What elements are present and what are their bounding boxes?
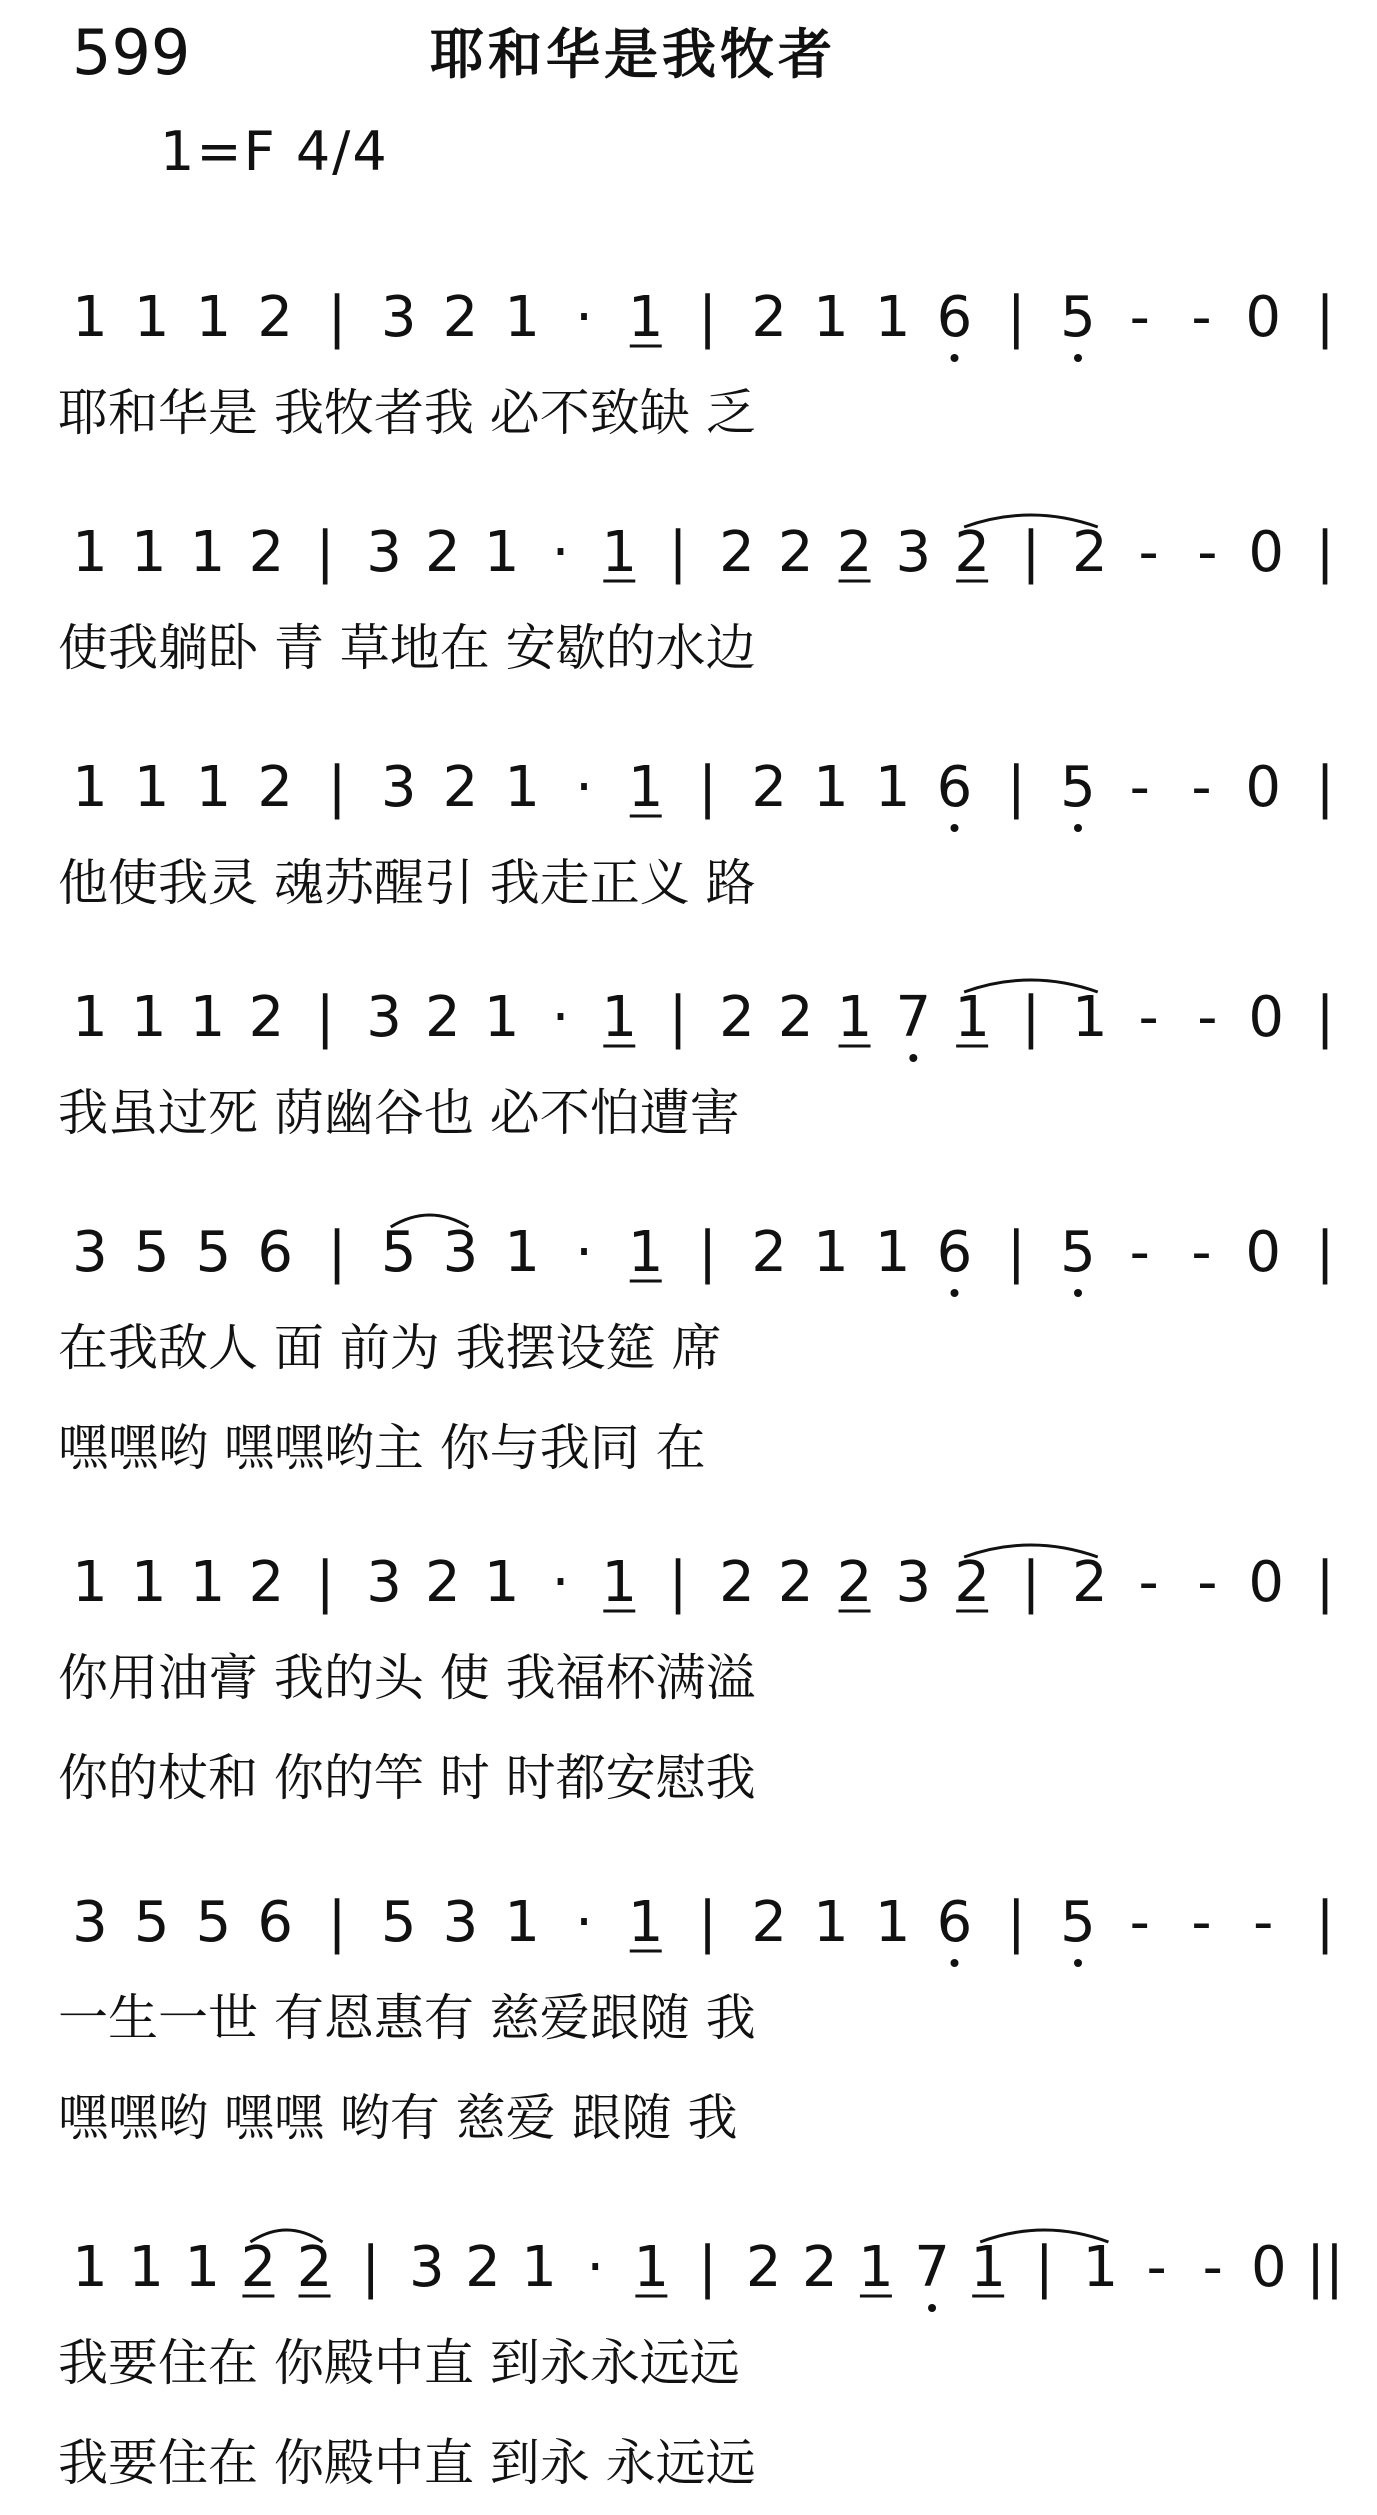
dash-mark: - bbox=[1191, 285, 1212, 350]
notation-line bbox=[0, 970, 1377, 1080]
barline: | bbox=[668, 520, 688, 585]
notation-line bbox=[0, 270, 1377, 380]
note: 1 bbox=[874, 755, 911, 820]
note: 2 bbox=[777, 1550, 814, 1615]
note: 1 bbox=[72, 985, 108, 1050]
barline: | bbox=[1006, 755, 1026, 820]
low-octave-dot bbox=[928, 2304, 936, 2312]
notation-svg bbox=[0, 1875, 1377, 1985]
note: 2 bbox=[248, 985, 285, 1050]
note: 0 bbox=[1248, 520, 1285, 585]
barline: | bbox=[315, 1550, 335, 1615]
lyric-line: 我虽过死 荫幽谷也 必不怕遭害 bbox=[58, 1084, 740, 1142]
note: 1 bbox=[633, 2235, 670, 2300]
low-octave-dot bbox=[951, 354, 959, 362]
note: 1 bbox=[970, 2235, 1007, 2300]
note: 1 bbox=[195, 755, 232, 820]
note: 2 bbox=[777, 985, 814, 1050]
dash-mark: - bbox=[1191, 1220, 1212, 1285]
lyric-line: 使我躺卧 青 草地在 安歇的水边 bbox=[58, 619, 756, 677]
note: 2 bbox=[465, 2235, 501, 2300]
lyric-line: 你用油膏 我的头 使 我福杯满溢 bbox=[58, 1649, 756, 1707]
note: 2 bbox=[836, 520, 873, 585]
dot-mark: · bbox=[575, 1890, 593, 1955]
low-octave-dot bbox=[1074, 1289, 1082, 1297]
notation-svg bbox=[0, 970, 1377, 1080]
note: 1 bbox=[189, 520, 226, 585]
note: 1 bbox=[504, 1890, 541, 1955]
barline: | bbox=[1315, 1890, 1335, 1955]
note: 1 bbox=[483, 985, 520, 1050]
notation-svg bbox=[0, 270, 1377, 380]
note: 1 bbox=[483, 520, 520, 585]
note: 3 bbox=[72, 1220, 108, 1285]
note: 3 bbox=[442, 1220, 479, 1285]
note: 1 bbox=[133, 285, 170, 350]
note: 3 bbox=[366, 1550, 402, 1615]
barline: | bbox=[1021, 1550, 1041, 1615]
notation-line bbox=[0, 1205, 1377, 1315]
note: 2 bbox=[257, 285, 294, 350]
barline: | bbox=[698, 1220, 717, 1285]
note: 2 bbox=[777, 520, 814, 585]
note: 5 bbox=[380, 1220, 417, 1285]
note: 1 bbox=[813, 1890, 849, 1955]
lyric-line: 我要住在 你殿中直 到永 永远远 bbox=[58, 2434, 756, 2492]
note: 2 bbox=[442, 285, 479, 350]
note: 1 bbox=[184, 2235, 221, 2300]
note: 1 bbox=[133, 755, 170, 820]
note: 1 bbox=[130, 1550, 167, 1615]
note: 1 bbox=[874, 285, 911, 350]
low-octave-dot bbox=[909, 1054, 917, 1062]
barline: | bbox=[1315, 1220, 1335, 1285]
note: 3 bbox=[380, 285, 417, 350]
dot-mark: · bbox=[575, 285, 593, 350]
note: 5 bbox=[1060, 755, 1096, 820]
note: 2 bbox=[836, 1550, 873, 1615]
dash-mark: - bbox=[1138, 985, 1159, 1050]
barline: | bbox=[698, 2235, 717, 2300]
note: 1 bbox=[627, 1890, 664, 1955]
note: 5 bbox=[1060, 1220, 1096, 1285]
note: 5 bbox=[133, 1890, 170, 1955]
note: 1 bbox=[72, 1550, 108, 1615]
lyric-line: 一生一世 有恩惠有 慈爱跟随 我 bbox=[58, 1989, 756, 2047]
note: 0 bbox=[1248, 985, 1285, 1050]
note: 0 bbox=[1245, 1220, 1282, 1285]
note: 1 bbox=[483, 1550, 520, 1615]
note: 2 bbox=[751, 1220, 788, 1285]
note: 1 bbox=[1071, 985, 1108, 1050]
lyric-line: 你的杖和 你的竿 时 时都安慰我 bbox=[58, 1749, 756, 1807]
note: 1 bbox=[601, 1550, 638, 1615]
note: 6 bbox=[936, 1220, 973, 1285]
dot-mark: · bbox=[586, 2235, 605, 2300]
dash-mark: - bbox=[1129, 1890, 1150, 1955]
note: 1 bbox=[627, 755, 664, 820]
dot-mark: · bbox=[575, 1220, 593, 1285]
notation-svg bbox=[0, 505, 1377, 615]
low-octave-dot bbox=[951, 1959, 959, 1967]
barline: | bbox=[1034, 2235, 1054, 2300]
notation-svg bbox=[0, 1535, 1377, 1645]
barline: | bbox=[1006, 1890, 1026, 1955]
lyric-line: 嘿嘿哟 嘿嘿哟主 你与我同 在 bbox=[58, 1419, 706, 1477]
note: 2 bbox=[719, 1550, 755, 1615]
dash-mark: - bbox=[1197, 985, 1218, 1050]
note: 3 bbox=[442, 1890, 479, 1955]
note: 1 bbox=[813, 755, 849, 820]
barline: | bbox=[1315, 1550, 1335, 1615]
note: 7 bbox=[914, 2235, 950, 2300]
note: 2 bbox=[442, 755, 479, 820]
lyric-line: 他使我灵 魂苏醒引 我走正义 路 bbox=[58, 854, 756, 912]
note: 1 bbox=[954, 985, 990, 1050]
hymn-number: 599 bbox=[72, 16, 191, 89]
note: 2 bbox=[425, 985, 461, 1050]
dash-mark: - bbox=[1146, 2235, 1167, 2300]
note: 5 bbox=[380, 1890, 417, 1955]
note: 2 bbox=[248, 520, 285, 585]
note: 2 bbox=[719, 520, 755, 585]
note: 1 bbox=[130, 520, 167, 585]
note: 2 bbox=[745, 2235, 782, 2300]
barline: | bbox=[698, 755, 717, 820]
low-octave-dot bbox=[1074, 824, 1082, 832]
barline: | bbox=[327, 285, 347, 350]
note: 3 bbox=[72, 1890, 108, 1955]
lyric-line: 在我敌人 面 前为 我摆设筵 席 bbox=[58, 1319, 722, 1377]
note: 2 bbox=[801, 2235, 838, 2300]
low-octave-dot bbox=[1074, 1959, 1082, 1967]
dot-mark: · bbox=[551, 1550, 570, 1615]
note: 2 bbox=[751, 1890, 788, 1955]
notation-svg bbox=[0, 2220, 1377, 2330]
note: 1 bbox=[504, 755, 541, 820]
low-octave-dot bbox=[951, 824, 959, 832]
note: 5 bbox=[195, 1890, 232, 1955]
note: 2 bbox=[296, 2235, 333, 2300]
note: 1 bbox=[601, 520, 638, 585]
note: 3 bbox=[366, 520, 402, 585]
note: 2 bbox=[425, 520, 461, 585]
note: 2 bbox=[751, 285, 788, 350]
dash-mark: - bbox=[1191, 755, 1212, 820]
key-signature: 1=F 4/4 bbox=[160, 120, 389, 183]
dash-mark: - bbox=[1197, 1550, 1218, 1615]
note: 1 bbox=[1082, 2235, 1119, 2300]
notation-line bbox=[0, 505, 1377, 615]
note: 1 bbox=[813, 1220, 849, 1285]
dot-mark: · bbox=[551, 520, 570, 585]
note: 5 bbox=[133, 1220, 170, 1285]
note: 1 bbox=[601, 985, 638, 1050]
barline: | bbox=[327, 1220, 347, 1285]
notation-line bbox=[0, 2220, 1377, 2330]
barline: | bbox=[1006, 1220, 1026, 1285]
note: 1 bbox=[195, 285, 232, 350]
dot-mark: · bbox=[575, 755, 593, 820]
lyric-line: 嘿嘿哟 嘿嘿 哟有 慈爱 跟随 我 bbox=[58, 2089, 738, 2147]
dash-mark: - bbox=[1253, 1890, 1274, 1955]
note: 2 bbox=[954, 520, 990, 585]
dash-mark: - bbox=[1191, 1890, 1212, 1955]
note: 1 bbox=[72, 755, 108, 820]
barline: | bbox=[1315, 520, 1335, 585]
barline: | bbox=[698, 285, 717, 350]
barline: | bbox=[1315, 755, 1335, 820]
note: 5 bbox=[1060, 1890, 1096, 1955]
note: 3 bbox=[380, 755, 417, 820]
note: 1 bbox=[504, 1220, 541, 1285]
note: 1 bbox=[627, 1220, 664, 1285]
note: 1 bbox=[72, 285, 108, 350]
note: 1 bbox=[130, 985, 167, 1050]
note: 2 bbox=[954, 1550, 990, 1615]
note: 1 bbox=[128, 2235, 164, 2300]
note: 6 bbox=[936, 755, 973, 820]
note: 6 bbox=[257, 1220, 294, 1285]
barline: | bbox=[361, 2235, 381, 2300]
note: 2 bbox=[257, 755, 294, 820]
barline: | bbox=[1315, 285, 1335, 350]
low-octave-dot bbox=[951, 1289, 959, 1297]
note: 1 bbox=[504, 285, 541, 350]
note: 6 bbox=[936, 285, 973, 350]
lyric-line: 我要住在 你殿中直 到永永远远 bbox=[58, 2334, 740, 2392]
note: 6 bbox=[257, 1890, 294, 1955]
note: 2 bbox=[751, 755, 788, 820]
dot-mark: · bbox=[551, 985, 570, 1050]
barline: || bbox=[1306, 2235, 1344, 2300]
note: 3 bbox=[366, 985, 402, 1050]
note: 1 bbox=[189, 1550, 226, 1615]
note: 1 bbox=[813, 285, 849, 350]
note: 6 bbox=[936, 1890, 973, 1955]
hymn-title: 耶和华是我牧者 bbox=[430, 23, 836, 86]
note: 1 bbox=[874, 1220, 911, 1285]
barline: | bbox=[1315, 985, 1335, 1050]
notation-line bbox=[0, 1535, 1377, 1645]
dash-mark: - bbox=[1138, 520, 1159, 585]
note: 2 bbox=[719, 985, 755, 1050]
notation-line bbox=[0, 740, 1377, 850]
note: 1 bbox=[858, 2235, 894, 2300]
note: 1 bbox=[874, 1890, 911, 1955]
note: 2 bbox=[425, 1550, 461, 1615]
note: 5 bbox=[1060, 285, 1096, 350]
barline: | bbox=[315, 985, 335, 1050]
notation-svg bbox=[0, 1205, 1377, 1315]
barline: | bbox=[1021, 520, 1041, 585]
note: 2 bbox=[1071, 520, 1108, 585]
low-octave-dot bbox=[1074, 354, 1082, 362]
note: 1 bbox=[836, 985, 873, 1050]
notation-line bbox=[0, 1875, 1377, 1985]
note: 0 bbox=[1248, 1550, 1285, 1615]
dash-mark: - bbox=[1129, 755, 1150, 820]
barline: | bbox=[327, 1890, 347, 1955]
barline: | bbox=[698, 1890, 717, 1955]
note: 1 bbox=[72, 520, 108, 585]
dash-mark: - bbox=[1197, 520, 1218, 585]
note: 1 bbox=[189, 985, 226, 1050]
note: 7 bbox=[895, 985, 932, 1050]
barline: | bbox=[1021, 985, 1041, 1050]
barline: | bbox=[1006, 285, 1026, 350]
note: 3 bbox=[408, 2235, 445, 2300]
note: 5 bbox=[195, 1220, 232, 1285]
note: 3 bbox=[895, 1550, 932, 1615]
barline: | bbox=[668, 985, 688, 1050]
note: 1 bbox=[72, 2235, 108, 2300]
barline: | bbox=[327, 755, 347, 820]
note: 0 bbox=[1251, 2235, 1287, 2300]
note: 0 bbox=[1245, 755, 1282, 820]
barline: | bbox=[315, 520, 335, 585]
note: 3 bbox=[895, 520, 932, 585]
note: 1 bbox=[521, 2235, 557, 2300]
note: 0 bbox=[1245, 285, 1282, 350]
barline: | bbox=[668, 1550, 688, 1615]
note: 2 bbox=[240, 2235, 277, 2300]
dash-mark: - bbox=[1129, 285, 1150, 350]
dash-mark: - bbox=[1129, 1220, 1150, 1285]
notation-svg bbox=[0, 740, 1377, 850]
note: 2 bbox=[248, 1550, 285, 1615]
note: 2 bbox=[1071, 1550, 1108, 1615]
lyric-line: 耶和华是 我牧者我 必不致缺 乏 bbox=[58, 384, 756, 442]
dash-mark: - bbox=[1138, 1550, 1159, 1615]
note: 1 bbox=[627, 285, 664, 350]
dash-mark: - bbox=[1202, 2235, 1223, 2300]
